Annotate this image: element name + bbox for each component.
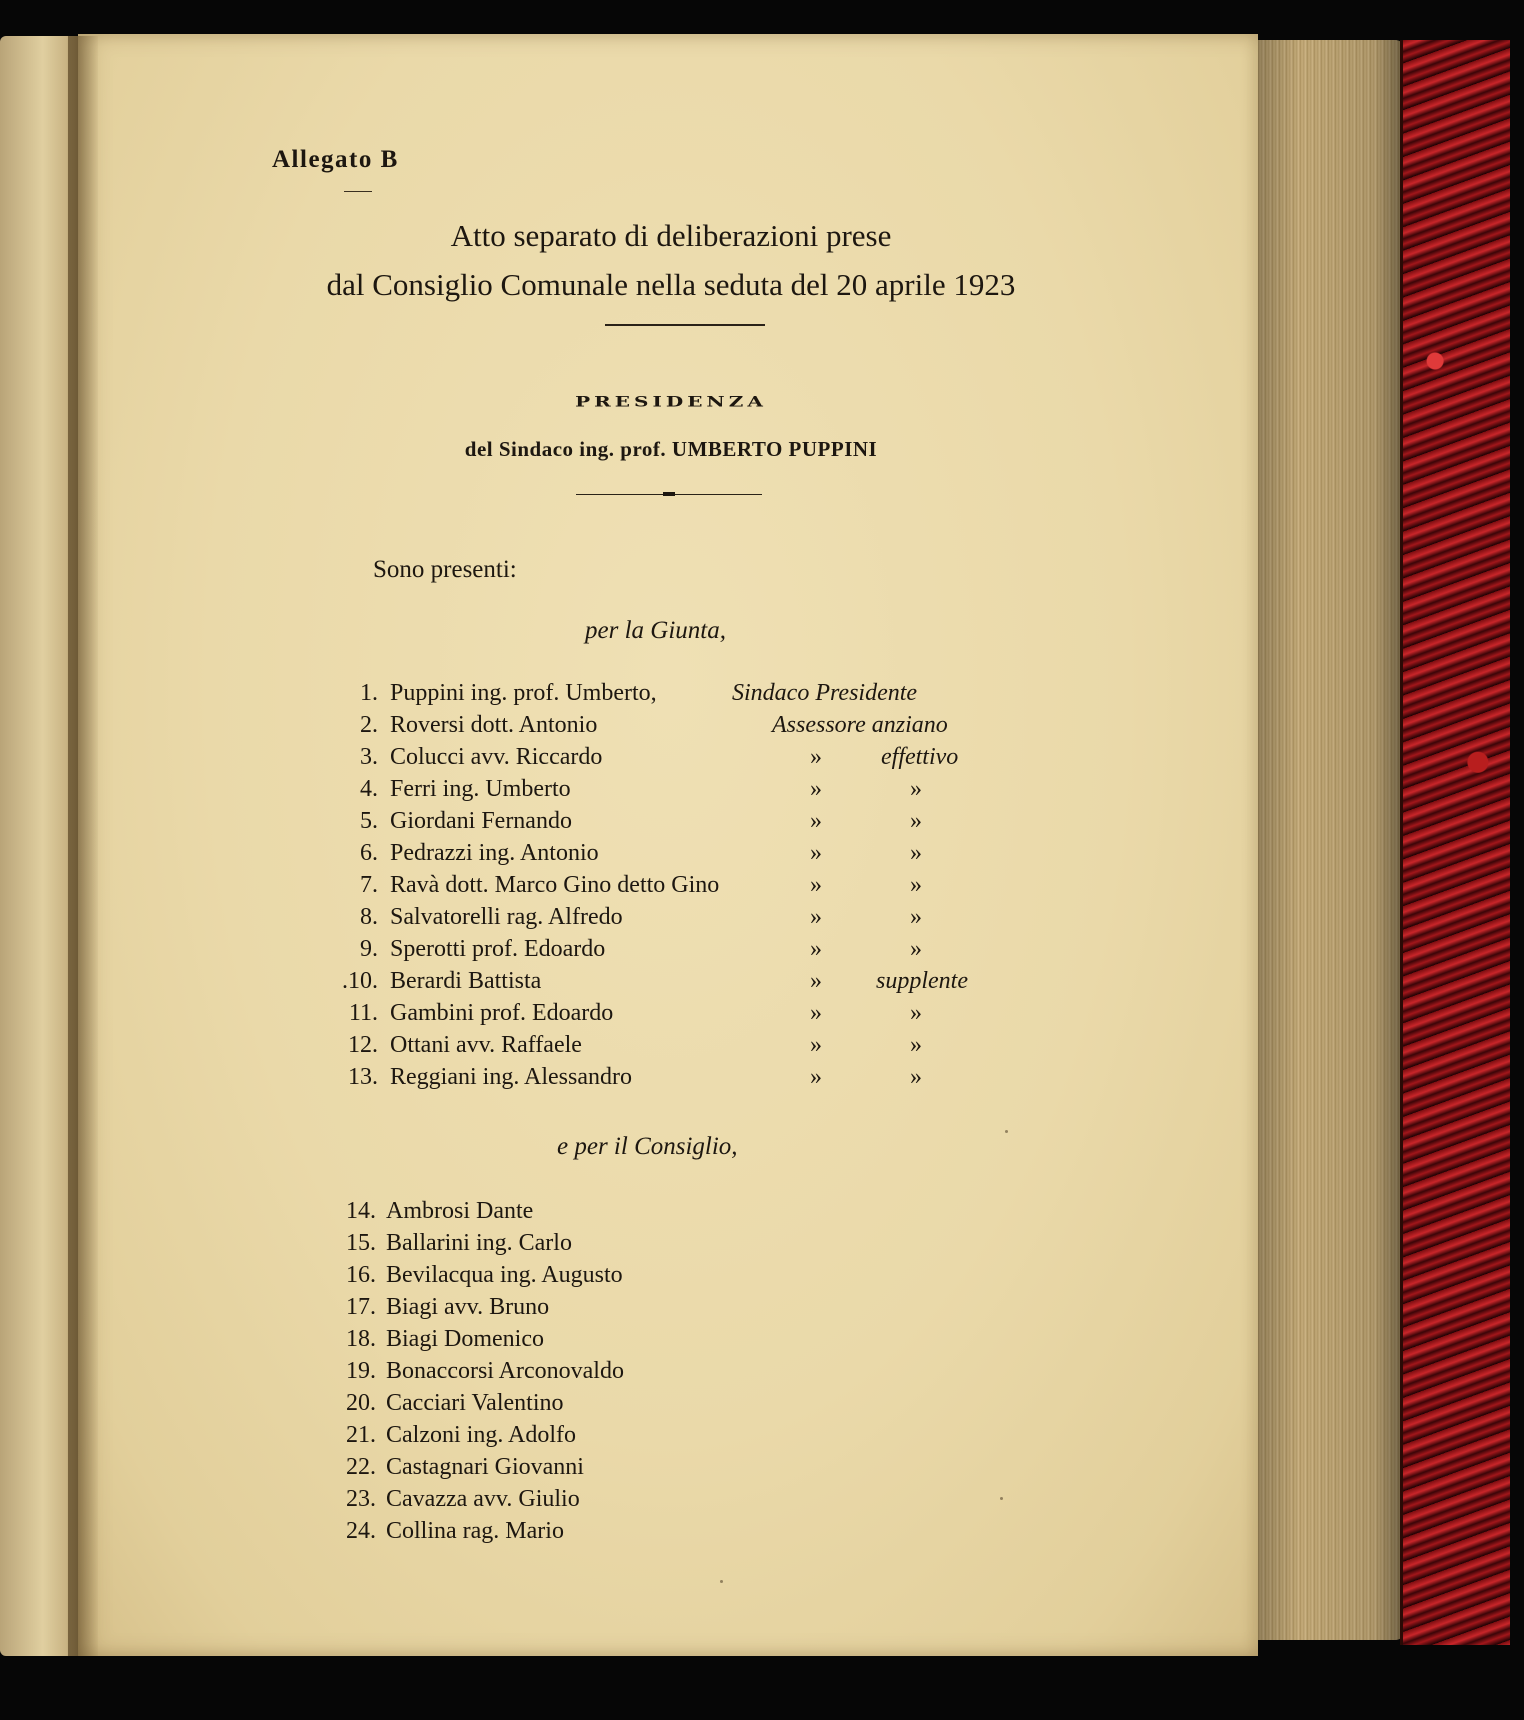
- item-number: 11.: [348, 1000, 378, 1026]
- member-name: Giordani Fernando: [390, 808, 572, 834]
- item-number: 23.: [346, 1486, 376, 1512]
- member-name: Ballarini ing. Carlo: [386, 1230, 572, 1256]
- item-number: 1.: [360, 680, 378, 706]
- item-number: 17.: [346, 1294, 376, 1320]
- ditto-mark: »: [910, 1032, 922, 1058]
- member-name: Ottani avv. Raffaele: [390, 1032, 582, 1058]
- item-number: 8.: [360, 904, 378, 930]
- item-number: 16.: [346, 1262, 376, 1288]
- item-number: 21.: [346, 1422, 376, 1448]
- ditto-mark: »: [910, 872, 922, 898]
- member-name: Castagnari Giovanni: [386, 1454, 584, 1480]
- ditto-mark: »: [810, 840, 822, 866]
- member-name: Salvatorelli rag. Alfredo: [390, 904, 623, 930]
- item-number: 24.: [346, 1518, 376, 1544]
- ditto-mark: »: [810, 1000, 822, 1026]
- ditto-mark: »: [810, 872, 822, 898]
- item-number: 12.: [348, 1032, 378, 1058]
- ditto-mark: »: [810, 776, 822, 802]
- ditto-mark: »: [810, 1032, 822, 1058]
- item-number: 2.: [360, 712, 378, 738]
- member-name: Sperotti prof. Edoardo: [390, 936, 606, 962]
- ditto-mark: »: [810, 904, 822, 930]
- member-status: effettivo: [881, 744, 959, 770]
- member-name: Roversi dott. Antonio: [390, 712, 598, 738]
- item-number: 22.: [346, 1454, 376, 1480]
- member-name: Bonaccorsi Arconovaldo: [386, 1358, 624, 1384]
- item-number: 20.: [346, 1390, 376, 1416]
- item-number: 13.: [348, 1064, 378, 1090]
- paper-speck: [1005, 1130, 1008, 1133]
- ditto-mark: »: [910, 936, 922, 962]
- ditto-mark: »: [910, 1000, 922, 1026]
- item-number: 5.: [360, 808, 378, 834]
- item-number: 19.: [346, 1358, 376, 1384]
- member-name: Puppini ing. prof. Umberto,: [390, 680, 657, 706]
- member-name: Ferri ing. Umberto: [390, 776, 571, 802]
- subtitle-divider-mark: [663, 492, 675, 496]
- ditto-mark: »: [810, 808, 822, 834]
- member-role: Assessore anziano: [772, 712, 948, 738]
- item-number: 3.: [360, 744, 378, 770]
- ditto-mark: »: [810, 968, 822, 994]
- member-name: Reggiani ing. Alessandro: [390, 1064, 632, 1090]
- member-name: Gambini prof. Edoardo: [390, 1000, 614, 1026]
- title-line-1: Atto separato di deliberazioni prese: [450, 218, 892, 253]
- section-consiglio: e per il Consiglio,: [557, 1133, 738, 1160]
- item-number: 6.: [360, 840, 378, 866]
- ditto-mark: »: [910, 808, 922, 834]
- member-name: Cacciari Valentino: [386, 1390, 564, 1416]
- paper-speck: [1000, 1497, 1003, 1500]
- member-name: Berardi Battista: [390, 968, 542, 994]
- presidency-heading: PRESIDENZA: [575, 393, 767, 411]
- ditto-mark: »: [910, 776, 922, 802]
- item-number: .10.: [342, 968, 378, 994]
- annex-rule: [344, 191, 372, 192]
- marbled-cover: [1400, 40, 1510, 1645]
- item-number: 4.: [360, 776, 378, 802]
- ditto-mark: »: [810, 1064, 822, 1090]
- member-name: Calzoni ing. Adolfo: [386, 1422, 576, 1448]
- member-name: Biagi avv. Bruno: [386, 1294, 550, 1320]
- item-number: 15.: [346, 1230, 376, 1256]
- ditto-mark: »: [910, 904, 922, 930]
- item-number: 18.: [346, 1326, 376, 1352]
- member-name: Collina rag. Mario: [386, 1518, 564, 1544]
- ditto-mark: »: [910, 840, 922, 866]
- member-name: Biagi Domenico: [386, 1326, 544, 1352]
- ditto-mark: »: [910, 1064, 922, 1090]
- member-name: Cavazza avv. Giulio: [386, 1486, 580, 1512]
- title-line-2: dal Consiglio Comunale nella seduta del 20 aprile 1923: [326, 267, 1016, 302]
- paper-speck: [720, 1580, 723, 1583]
- presidency-subtitle: del Sindaco ing. prof. UMBERTO PUPPINI: [464, 437, 878, 461]
- member-name: Ravà dott. Marco Gino detto Gino: [390, 872, 720, 898]
- item-number: 9.: [360, 936, 378, 962]
- member-name: Pedrazzi ing. Antonio: [390, 840, 599, 866]
- item-number: 14.: [346, 1198, 376, 1224]
- member-role: Sindaco Presidente: [732, 680, 918, 706]
- member-name: Bevilacqua ing. Augusto: [386, 1262, 623, 1288]
- ditto-mark: »: [810, 744, 822, 770]
- member-name: Colucci avv. Riccardo: [390, 744, 603, 770]
- title-divider: [605, 324, 765, 326]
- attendance-intro: Sono presenti:: [373, 556, 517, 583]
- item-number: 7.: [360, 872, 378, 898]
- member-name: Ambrosi Dante: [386, 1198, 534, 1224]
- ditto-mark: »: [810, 936, 822, 962]
- annex-label: Allegato B: [272, 146, 399, 173]
- member-status: supplente: [876, 968, 968, 994]
- section-giunta: per la Giunta,: [585, 617, 726, 644]
